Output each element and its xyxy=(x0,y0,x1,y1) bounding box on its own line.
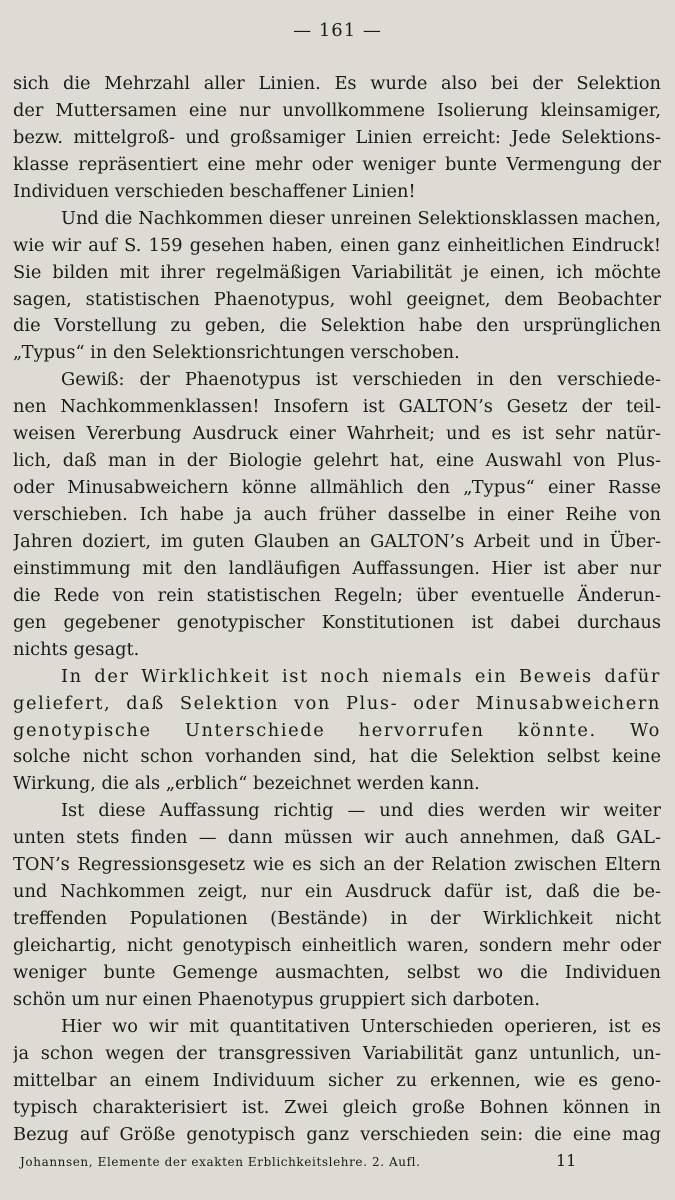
text-line: weisen Vererbung Ausdruck einer Wahrheit; und es ist sehr natür- xyxy=(13,423,661,445)
text-line: lich, daß man in der Biologie gelehrt hat, eine Auswahl von Plus- xyxy=(13,450,661,472)
text-line: nichts gesagt. xyxy=(13,638,140,660)
text-line: einstimmung mit den landläufigen Auffassungen. Hier ist aber nur xyxy=(13,557,661,579)
text-line: Wirkung, die als „erblich“ bezeichnet werden kann. xyxy=(13,773,480,795)
text-line: oder Minusabweichern könne allmählich den „Typus“ einer Rasse xyxy=(13,477,661,499)
text-line: nen Nachkommenklassen! Insofern ist GALTON’s Gesetz der teil- xyxy=(13,396,661,418)
text-line: gleichartig, nicht genotypisch einheitlich waren, sondern mehr oder xyxy=(13,935,661,956)
text-line: sich die Mehrzahl aller Linien. Es wurde also bei der Selektion xyxy=(13,73,661,94)
text-line: der Muttersamen eine nur unvollkommene Isolierung kleinsamiger, xyxy=(13,99,661,121)
text-line: typisch charakterisiert ist. Zwei gleich große Bohnen können in xyxy=(13,1096,661,1118)
text-line: und Nachkommen zeigt, nur ein Ausdruck dafür ist, daß die be- xyxy=(13,881,661,903)
text-line: wie wir auf S. 159 gesehen haben, einen ganz einheitlichen Eindruck! xyxy=(13,234,661,256)
text-line: verschieben. Ich habe ja auch früher dasselbe in einer Reihe von xyxy=(13,504,661,525)
text-line: Hier wo wir mit quantitativen Unterschieden operieren, ist es xyxy=(61,1015,661,1037)
text-line: mittelbar an einem Individuum sicher zu erkennen, wie es geno- xyxy=(13,1069,661,1091)
page-number: — 161 — xyxy=(293,20,382,41)
body-text xyxy=(13,71,661,1149)
text-line: sagen, statistischen Phaenotypus, wohl geeignet, dem Beobachter xyxy=(13,288,661,310)
text-line: TON’s Regressionsgesetz wie es sich an der Relation zwischen Eltern xyxy=(13,854,661,876)
text-line: Sie bilden mit ihrer regelmäßigen Variabilität je einen, ich möchte xyxy=(13,261,661,283)
text-line: treffenden Populationen (Bestände) in der Wirklichkeit nicht xyxy=(13,908,661,930)
text-line: Individuen verschieden beschaffener Linien! xyxy=(13,180,416,202)
text-line: bezw. mittelgroß- und großsamiger Linien erreicht: Jede Selektions- xyxy=(13,126,661,148)
text-line: gen gegebener genotypischer Konstitutionen ist dabei durchaus xyxy=(13,611,661,633)
text-line: geliefert, daß Selektion von Plus- oder Minusabweichern xyxy=(13,692,661,714)
text-line: die Vorstellung zu geben, die Selektion habe den ursprünglichen xyxy=(13,315,661,337)
text-line: weniger bunte Gemenge ausmachten, selbst wo die Individuen xyxy=(13,961,661,983)
text-line: solche nicht schon vorhanden sind, hat die Selektion selbst keine xyxy=(13,746,661,768)
text-line: Ist diese Auffassung richtig — und dies werden wir weiter xyxy=(61,800,661,822)
text-line: In der Wirklichkeit ist noch niemals ein Beweis dafür xyxy=(61,665,661,687)
text-line: Bezug auf Größe genotypisch ganz verschieden sein: die eine mag xyxy=(13,1123,661,1145)
text-line: Und die Nachkommen dieser unreinen Selektionsklassen machen, xyxy=(61,207,661,229)
text-line: schön um nur einen Phaenotypus gruppiert sich darboten. xyxy=(13,988,540,1010)
text-line: unten stets finden — dann müssen wir auch annehmen, daß GAL- xyxy=(13,827,661,849)
text-line: klasse repräsentiert eine mehr oder weniger bunte Vermengung der xyxy=(13,153,661,175)
text-line: genotypische Unterschiede hervorrufen könnte. Wo xyxy=(13,719,661,741)
footer-citation: Johannsen, Elemente der exakten Erblichkeitslehre. 2. Aufl. xyxy=(20,1155,421,1169)
text-line: „Typus“ in den Selektionsrichtungen verschoben. xyxy=(13,342,460,364)
text-line: ja schon wegen der transgressiven Variabilität ganz untunlich, un- xyxy=(13,1042,661,1064)
signature-mark: 11 xyxy=(556,1151,577,1170)
text-line: Gewiß: der Phaenotypus ist verschieden in den verschiede- xyxy=(61,369,661,391)
text-line: die Rede von rein statistischen Regeln; über eventuelle Änderun- xyxy=(13,584,661,606)
text-line: Jahren doziert, im guten Glauben an GALTON’s Arbeit und in Über- xyxy=(13,530,661,552)
